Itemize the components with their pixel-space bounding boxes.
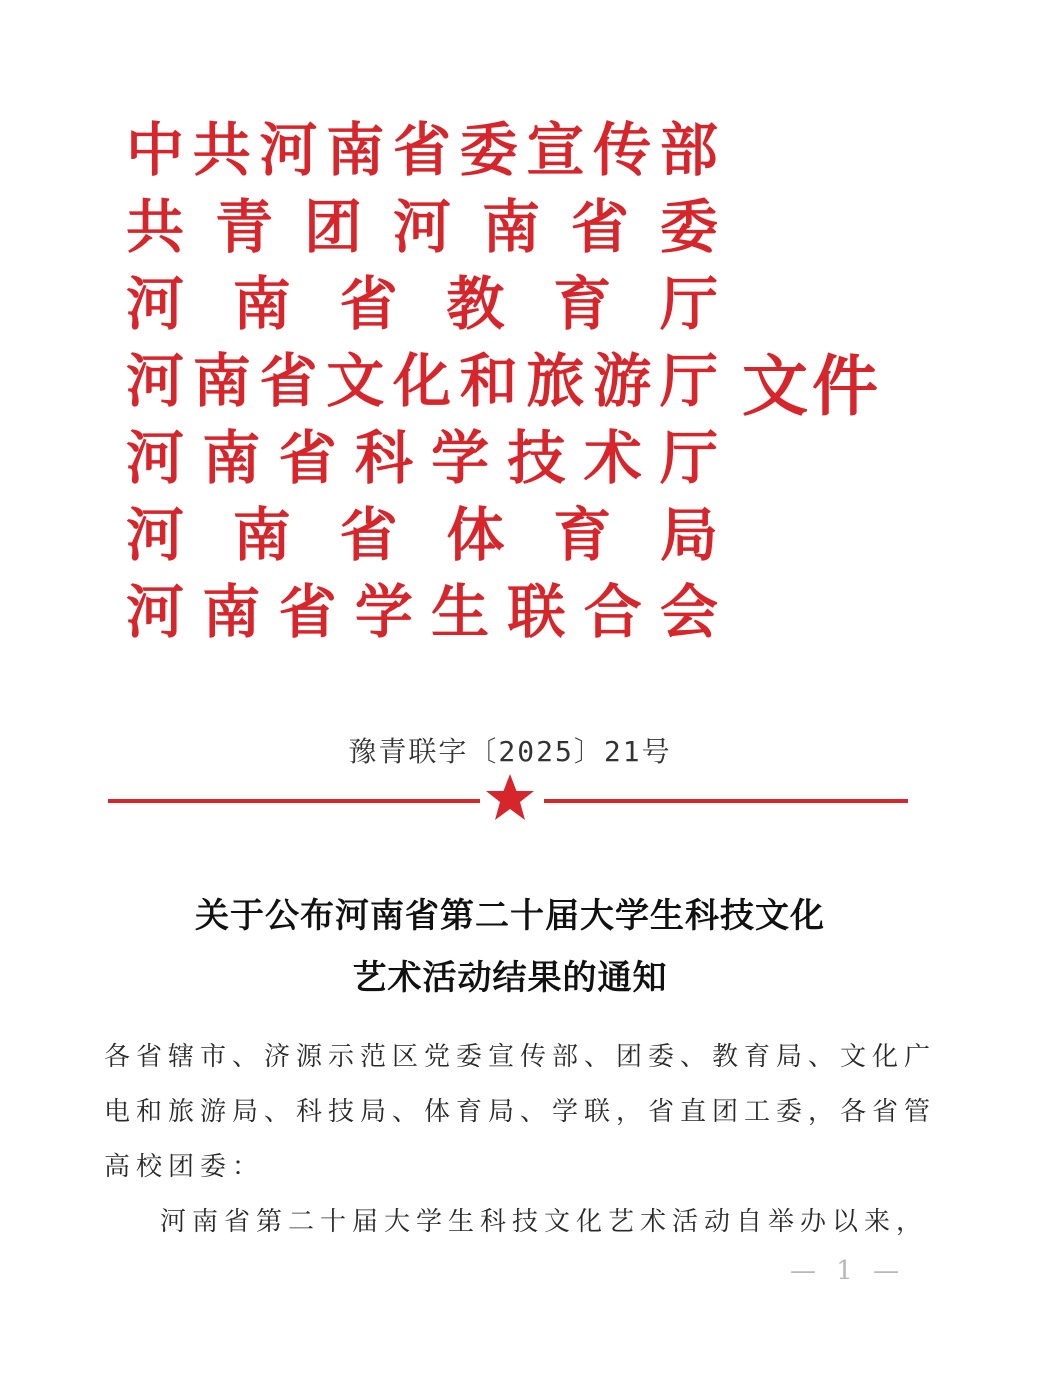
issuer-char: 传 <box>593 116 652 184</box>
issuer-char: 部 <box>659 116 718 184</box>
issuer-char: 河 <box>392 193 451 261</box>
separator-line-right <box>544 799 908 803</box>
issuer-char: 省 <box>339 501 398 569</box>
issuer-char: 文 <box>326 347 385 415</box>
issuer-char: 河 <box>126 270 185 338</box>
document-marker: 文件 <box>742 347 882 425</box>
issuer-char: 育 <box>553 270 612 338</box>
issuer-list <box>126 112 726 651</box>
issuer-char: 省 <box>278 578 337 646</box>
issuer-char: 教 <box>446 270 505 338</box>
issuer-char: 中 <box>126 116 185 184</box>
issuer-char: 委 <box>659 193 718 261</box>
issuer-line <box>126 266 718 343</box>
issuer-char: 旅 <box>526 347 585 415</box>
issuer-char: 科 <box>354 424 413 492</box>
issuer-char: 厅 <box>659 270 718 338</box>
issuer-char: 南 <box>232 270 291 338</box>
issuer-char: 和 <box>459 347 518 415</box>
issuer-char: 河 <box>126 347 185 415</box>
issuer-char: 化 <box>392 347 451 415</box>
issuer-char: 生 <box>431 578 490 646</box>
issuer-char: 南 <box>481 193 540 261</box>
issuer-char: 局 <box>659 501 718 569</box>
issuer-char: 河 <box>259 116 318 184</box>
issuer-line <box>126 574 718 651</box>
issuer-line <box>126 112 718 189</box>
issuer-char: 团 <box>303 193 362 261</box>
issuer-char: 南 <box>326 116 385 184</box>
issuer-char: 省 <box>259 347 318 415</box>
issuer-char: 会 <box>659 578 718 646</box>
body-line: 高校团委： <box>104 1152 265 1182</box>
issuer-char: 体 <box>446 501 505 569</box>
issuer-char: 河 <box>126 501 185 569</box>
issuer-char: 青 <box>214 193 273 261</box>
notice-title-line-1: 关于公布河南省第二十届大学生科技文化 <box>195 896 825 936</box>
issuer-char: 育 <box>553 501 612 569</box>
issuer-char: 南 <box>192 347 251 415</box>
notice-title-line-2: 艺术活动结果的通知 <box>352 958 668 998</box>
issuer-char: 学 <box>354 578 413 646</box>
issuer-char: 委 <box>459 116 518 184</box>
page-number: — 1 — <box>790 1256 906 1286</box>
issuer-char: 技 <box>507 424 566 492</box>
issuer-line <box>126 343 718 420</box>
star-icon <box>482 770 538 826</box>
issuer-char: 省 <box>570 193 629 261</box>
issuer-char: 共 <box>192 116 251 184</box>
issuer-char: 省 <box>339 270 398 338</box>
issuer-char: 术 <box>583 424 642 492</box>
issuer-char: 游 <box>593 347 652 415</box>
issuer-char: 省 <box>392 116 451 184</box>
issuer-char: 学 <box>431 424 490 492</box>
issuer-char: 河 <box>126 424 185 492</box>
body-line: 河南省第二十届大学生科技文化艺术活动自举办以来， <box>160 1207 929 1237</box>
issuer-char: 厅 <box>659 424 718 492</box>
issuer-char: 宣 <box>526 116 585 184</box>
issuer-line <box>126 420 718 497</box>
issuer-char: 南 <box>232 501 291 569</box>
issuer-char: 南 <box>202 578 261 646</box>
issuer-char: 省 <box>278 424 337 492</box>
issuer-char: 共 <box>126 193 185 261</box>
body-line: 电和旅游局、科技局、体育局、学联，省直团工委，各省管 <box>104 1097 937 1127</box>
issuer-char: 河 <box>126 578 185 646</box>
issuer-char: 厅 <box>659 347 718 415</box>
separator-line-left <box>108 799 480 803</box>
issuer-line <box>126 189 718 266</box>
issuer-line <box>126 497 718 574</box>
issuer-char: 合 <box>583 578 642 646</box>
issuer-char: 联 <box>507 578 566 646</box>
issuer-char: 南 <box>202 424 261 492</box>
document-number: 豫青联字〔2025〕21号 <box>348 735 672 768</box>
body-line: 各省辖市、济源示范区党委宣传部、团委、教育局、文化广 <box>104 1042 937 1072</box>
